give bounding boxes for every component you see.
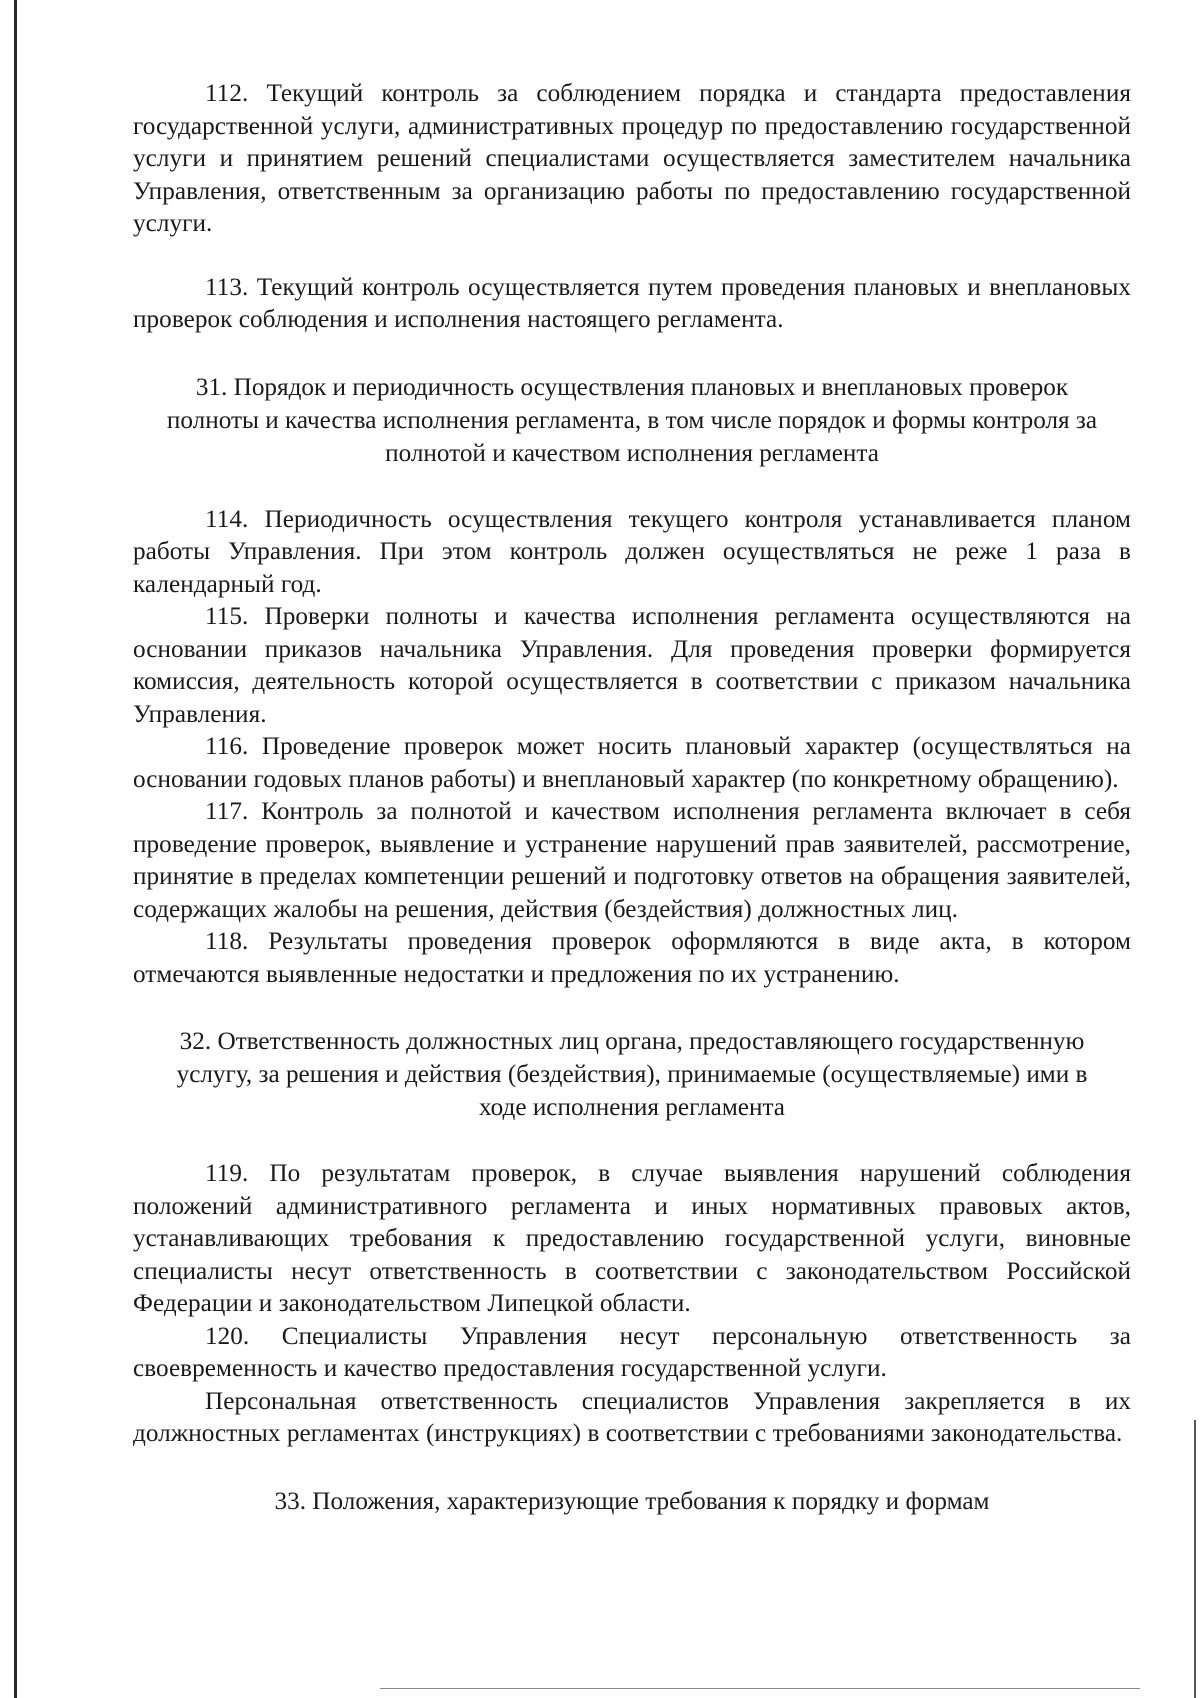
spacer — [133, 241, 1131, 272]
paragraph-114: 114. Периодичность осуществления текущего контроля устанавливается планом работы Управления. При этом контроль должен осуществляться не реже 1 раза в календарный год. — [133, 505, 1131, 598]
section-33-heading: 33. Положения, характеризующие требования к порядку и формам — [274, 1487, 990, 1515]
spacer — [133, 1124, 1131, 1158]
section-32-heading: 32. Ответственность должностных лиц органа, предоставляющего государственную услугу, за решения и действия (бездействия), принимаемые (осуществляемые) ими в ходе исполнения регламента — [176, 1028, 1088, 1121]
paragraph-116: 116. Проведение проверок может носить плановый характер (осуществляться на основании годовых планов работы) и внеплановый характер (по конкретному обращению). — [133, 733, 1131, 793]
paragraph-120: 120. Специалисты Управления несут персональную ответственность за своевременность и качество предоставления государственной услуги. — [133, 1322, 1131, 1382]
section-31-heading: 31. Порядок и периодичность осуществления плановых и внеплановых проверок полноты и качества исполнения регламента, в том числе порядок и формы контроля за полнотой и качеством исполнения регламента — [166, 373, 1098, 467]
paragraph-personal-responsibility: Персональная ответственность специалистов Управления закрепляется в их должностных регламентах (инструкциях) в соответствии с требованиями законодательства. — [133, 1387, 1131, 1447]
scan-bottom-rule — [380, 1688, 1140, 1689]
paragraph-117: 117. Контроль за полнотой и качеством исполнения регламента включает в себя проведение проверок, выявление и устранение нарушений прав заявителей, рассмотрение, принятие в пределах компетенции решений и подготовку ответов на обращения заявителей, содержащих жалобы на решения, действия (бездействия) должностных лиц. — [133, 798, 1131, 923]
document-page — [133, 78, 1131, 1518]
scan-right-edge — [1194, 1420, 1196, 1698]
spacer — [133, 470, 1131, 504]
paragraph-113: 113. Текущий контроль осуществляется путем проведения плановых и внеплановых проверок соблюдения и исполнения настоящего регламента. — [133, 273, 1131, 333]
paragraph-115: 115. Проверки полноты и качества исполнения регламента осуществляются на основании приказов начальника Управления. Для проведения проверки формируется комиссия, деятельность которой осуществляется в соответствии с приказом начальника Управления. — [133, 603, 1131, 728]
spacer — [133, 991, 1131, 1025]
spacer — [133, 1451, 1131, 1485]
paragraph-112: 112. Текущий контроль за соблюдением порядка и стандарта предоставления государственной услуги, административных процедур по предоставлению государственной услуги и принятием решений специалистами осуществляется заместителем начальника Управления, ответственным за организацию работы по предоставлению государственной услуги. — [133, 80, 1131, 237]
paragraph-118: 118. Результаты проведения проверок оформляются в виде акта, в котором отмечаются выявленные недостатки и предложения по их устранению. — [133, 928, 1131, 988]
scan-left-edge — [14, 0, 17, 1698]
paragraph-119: 119. По результатам проверок, в случае выявления нарушений соблюдения положений административного регламента и иных нормативных правовых актов, устанавливающих требования к предоставлению государственной услуги, виновные специалисты несут ответственность в соответствии с законодательством Российской Федерации и законодательством Липецкой области. — [133, 1160, 1131, 1317]
spacer — [133, 337, 1131, 371]
